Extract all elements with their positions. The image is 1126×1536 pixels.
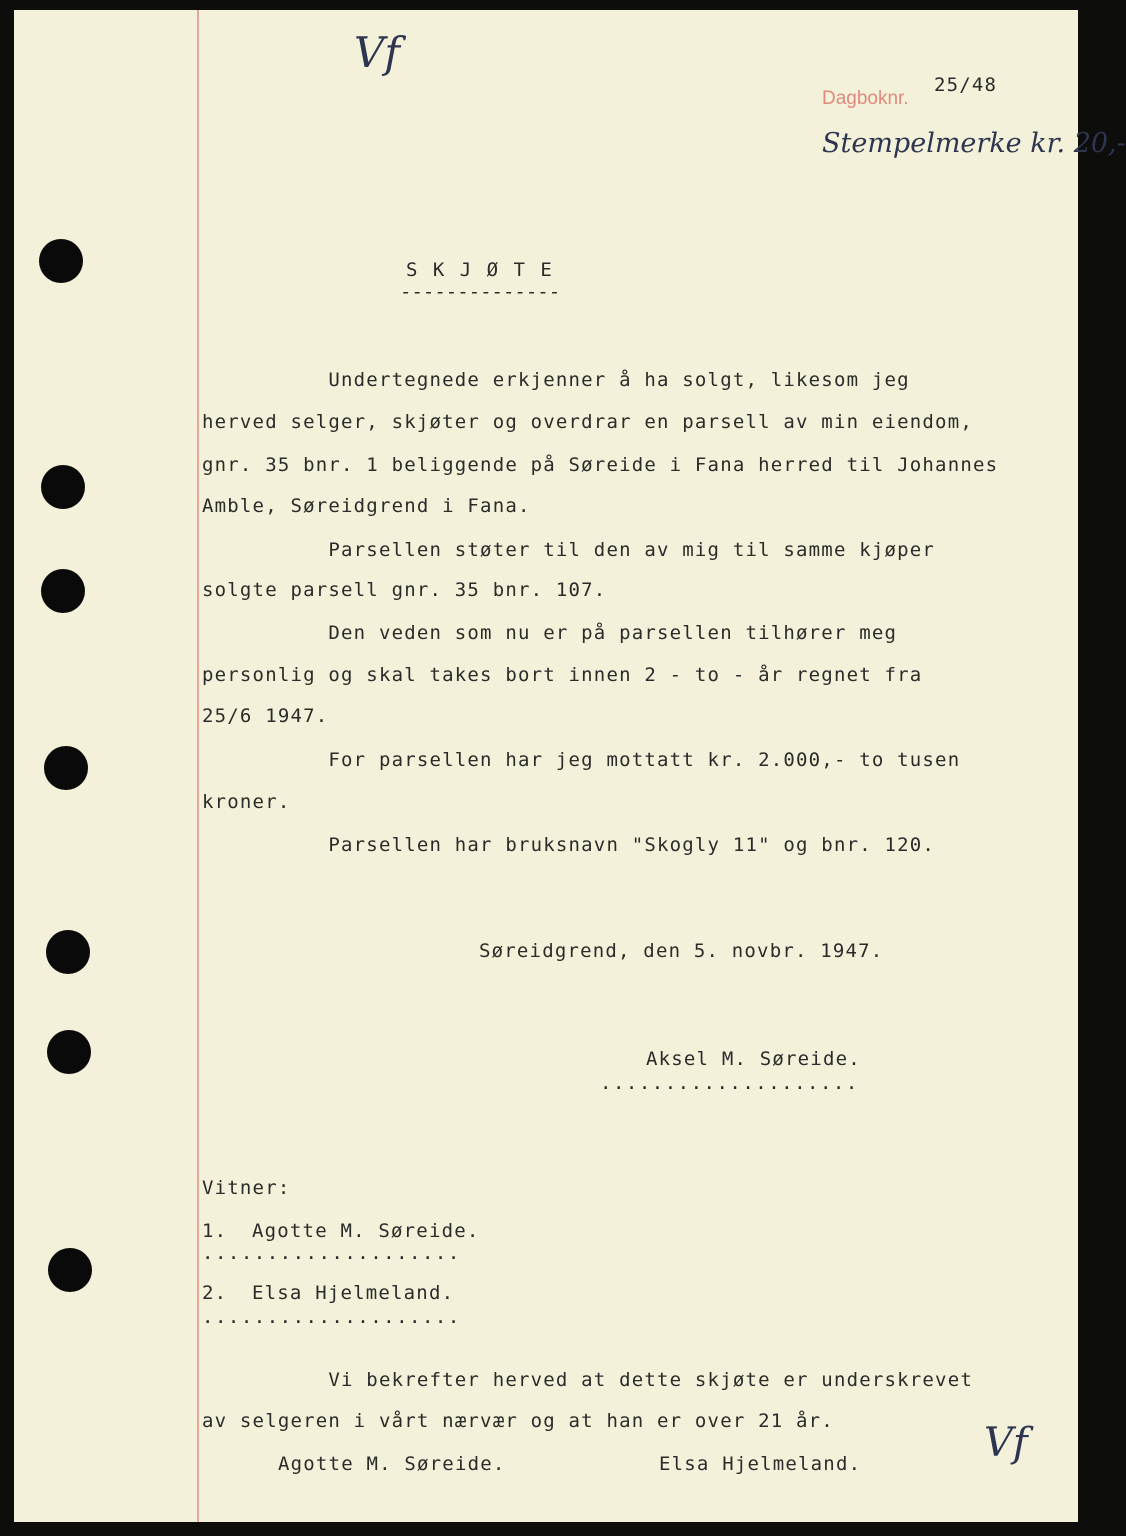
body-line: solgte parsell gnr. 35 bnr. 107. (202, 579, 607, 601)
margin-rule (197, 10, 199, 1522)
signature-line: .................... (202, 1306, 461, 1328)
witnesses-label: Vitner: (202, 1177, 291, 1199)
punch-hole (48, 1248, 92, 1292)
witness-number: 2. (202, 1282, 228, 1304)
witness-signature: Agotte M. Søreide. (278, 1453, 506, 1475)
seller-signature: Aksel M. Søreide. (646, 1048, 861, 1070)
confirmation-line: Vi bekrefter herved at dette skjøte er underskrevet (202, 1369, 973, 1391)
body-line: Undertegnede erkjenner å ha solgt, likesom jeg (202, 369, 910, 391)
punch-hole (46, 930, 90, 974)
punch-hole (39, 239, 83, 283)
document-title: S K J Ø T E (406, 259, 554, 281)
stamp-duty-note: Stempelmerke kr. 20,- (822, 128, 1126, 159)
body-line: Parsellen har bruksnavn "Skogly 11" og bnr. 120. (202, 834, 936, 856)
initials: Vf (984, 1420, 1028, 1466)
body-line: Amble, Søreidgrend i Fana. (202, 495, 531, 517)
body-line: Parsellen støter til den av mig til samme kjøper (202, 539, 936, 561)
body-line: Den veden som nu er på parsellen tilhører meg (202, 622, 898, 644)
title-underline: -------------- (400, 281, 561, 303)
body-line: kroner. (202, 791, 291, 813)
punch-hole (41, 465, 85, 509)
witness-number: 1. (202, 1220, 228, 1242)
witness-name: Elsa Hjelmeland. (252, 1282, 455, 1304)
witness-name: Agotte M. Søreide. (252, 1220, 480, 1242)
witness-signature: Elsa Hjelmeland. (659, 1453, 862, 1475)
corner-mark: Vf (354, 28, 400, 77)
body-line: 25/6 1947. (202, 705, 329, 727)
body-line: For parsellen har jeg mottatt kr. 2.000,- to tusen (202, 749, 961, 771)
punch-hole (44, 746, 88, 790)
punch-hole (47, 1030, 91, 1074)
body-line: herved selger, skjøter og overdrar en parsell av min eiendom, (202, 411, 973, 433)
dagbok-stamp: Dagboknr. (822, 88, 909, 109)
body-line: personlig og skal takes bort innen 2 - to - år regnet fra (202, 664, 923, 686)
case-number: 25/48 (934, 74, 998, 96)
document-page (14, 10, 1126, 1522)
place-date: Søreidgrend, den 5. novbr. 1947. (479, 940, 884, 962)
signature-line: .................... (600, 1072, 859, 1094)
punch-hole (41, 569, 85, 613)
signature-line: .................... (202, 1242, 461, 1264)
body-line: gnr. 35 bnr. 1 beliggende på Søreide i Fana herred til Johannes (202, 454, 999, 476)
confirmation-line: av selgeren i vårt nærvær og at han er over 21 år. (202, 1410, 834, 1432)
